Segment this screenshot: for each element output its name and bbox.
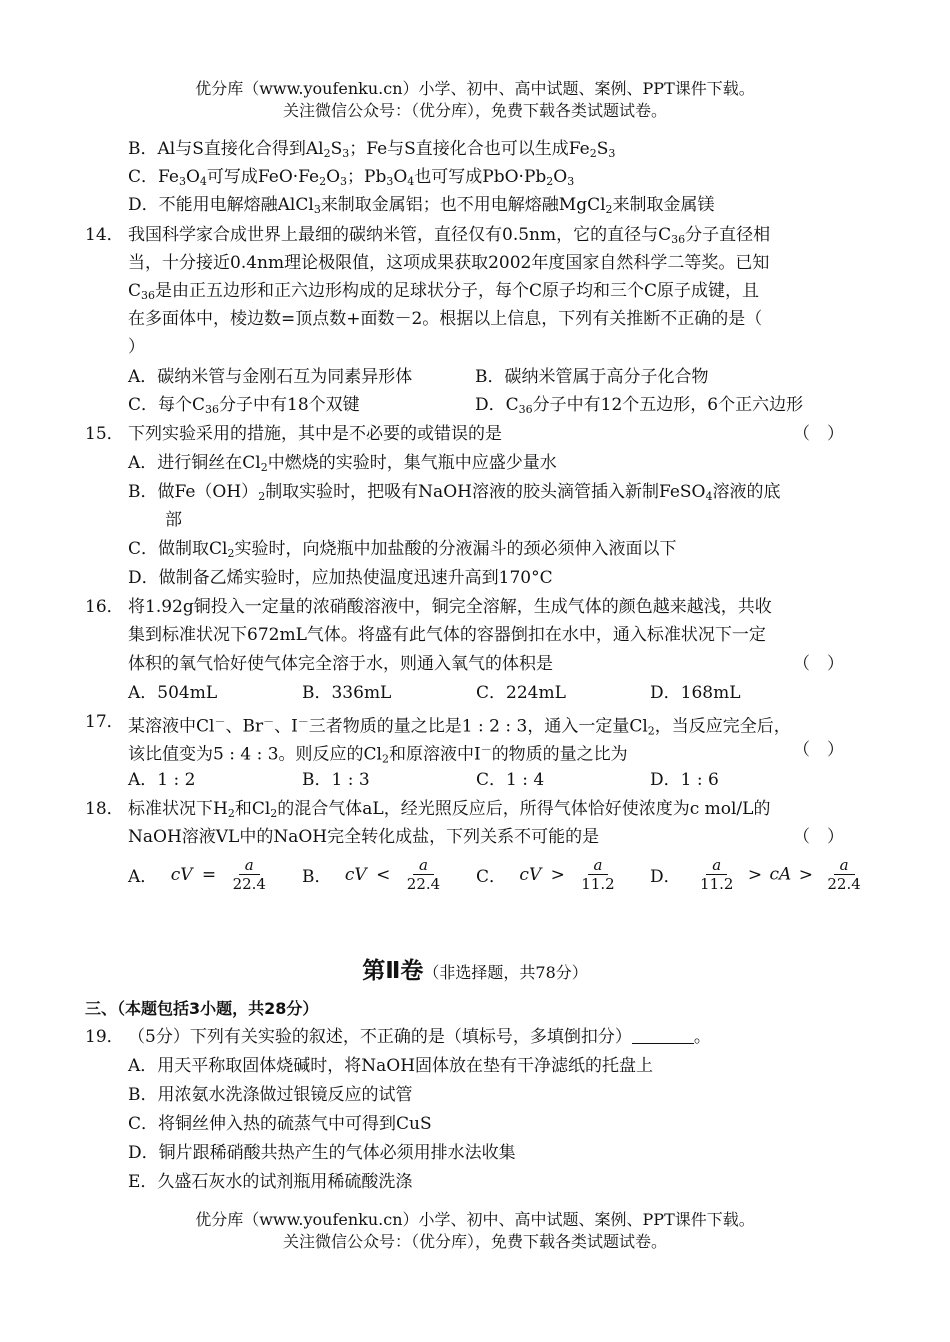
q16-number: 16．: [85, 597, 124, 617]
q16-option-b: B．336mL: [302, 683, 392, 703]
q16-stem-line-3: 体积的氧气恰好使气体完全溶于水，则通入氧气的体积是: [128, 654, 553, 674]
q17-number: 17．: [85, 712, 124, 732]
q16-stem-line-1: 将1.92g铜投入一定量的浓硝酸溶液中，铜完全溶解，生成气体的颜色越来越浅，共收: [128, 597, 772, 617]
q19-stem: （5分）下列有关实验的叙述，不正确的是（填标号，多填倒扣分） 。: [128, 1027, 711, 1047]
header-line-1: 优分库（www.youfenku.cn）小学、初中、高中试题、案例、PPT课件下载。: [195, 79, 755, 98]
q18-stem-line-1: 标准状况下$H_2$和$Cl_2$的混合气体aL，经光照反应后，所得气体恰好使浓度为c mol/L的: [128, 799, 771, 820]
q19-option-d: D．铜片跟稀硝酸共热产生的气体必须用排水法收集: [128, 1143, 516, 1163]
q18-option-a: A． cV = $\frac{a}{22.4}$: [128, 856, 266, 893]
q19-option-c: C．将铜丝伸入热的硫蒸气中可得到CuS: [128, 1114, 432, 1134]
q15-option-b-cont: 部: [165, 510, 182, 530]
q14-option-c: C．每个$C_{36}$分子中有18个双键: [128, 395, 360, 416]
q16-answer-paren: （ ）: [793, 654, 844, 674]
q14-stem-line-5: ）: [128, 337, 145, 357]
q18-stem-line-2: NaOH溶液VL中的NaOH完全转化成盐，下列关系不可能的是: [128, 827, 600, 847]
header-line-2: 关注微信公众号：（优分库），免费下载各类试题试卷。: [282, 101, 667, 120]
q18-option-b: B． cV < $\frac{a}{22.4}$: [302, 856, 441, 893]
q16-option-a: A．504mL: [128, 683, 218, 703]
q17-option-c: C．1 : 4: [476, 770, 545, 790]
q14-option-d: D．$C_{36}$分子中有12个五边形，6个正六边形: [475, 395, 804, 416]
q13-option-b: B．Al与S直接化合得到$Al_2S_3$；Fe与S直接化合也可以生成$Fe_2S_3$: [128, 139, 616, 160]
q15-number: 15．: [85, 424, 124, 444]
q14-stem-line-2: 当，十分接近0.4nm理论极限值，这项成果获取2002年度国家自然科学二等奖。已知: [128, 253, 770, 273]
q18-option-c: C． cV > $\frac{a}{11.2}$: [476, 856, 615, 893]
q15-option-b: B．做$Fe(OH)_2$制取实验时，把吸有NaOH溶液的胶头滴管插入新制FeSO$_4$溶液的底: [128, 482, 781, 503]
q17-stem-line-1: 某溶液中Cl－、Br－、I－三者物质的量之比是1 : 2 : 3，通入一定量$Cl_2$，当反应完全后，: [128, 715, 791, 738]
footer-line-2: 关注微信公众号：（优分库），免费下载各类试题试卷。: [282, 1232, 667, 1251]
q17-option-d: D．1 : 6: [650, 770, 719, 790]
answer-blank[interactable]: [632, 1027, 694, 1044]
q14-number: 14．: [85, 225, 124, 245]
q18-number: 18．: [85, 799, 124, 819]
q16-stem-line-2: 集到标准状况下672mL气体。将盛有此气体的容器倒扣在水中，通入标准状况下一定: [128, 625, 766, 645]
q17-answer-paren: （ ）: [793, 740, 844, 760]
q15-option-a: A．进行铜丝在$Cl_2$中燃烧的实验时，集气瓶中应盛少量水: [128, 453, 557, 474]
q16-option-d: D．168mL: [650, 683, 741, 703]
q14-stem-line-4: 在多面体中，棱边数=顶点数+面数－2。根据以上信息，下列有关推断不正确的是（: [128, 309, 763, 329]
q19-number: 19．: [85, 1027, 124, 1047]
q15-stem: 下列实验采用的措施，其中是不必要的或错误的是: [128, 424, 502, 444]
section-3-heading: 三、（本题包括3小题，共28分）: [85, 999, 319, 1018]
q14-stem-line-3: $C_{36}$是由正五边形和正六边形构成的足球状分子，每个C原子均和三个C原子成键，且: [128, 281, 760, 302]
q17-stem-line-2: 该比值变为5 : 4 : 3。则反应的$Cl_2$和原溶液中I－的物质的量之比为: [128, 743, 628, 766]
q16-option-c: C．224mL: [476, 683, 566, 703]
q14-stem-line-1: 我国科学家合成世界上最细的碳纳米管，直径仅有0.5nm，它的直径与$C_{36}$分子直径相: [128, 225, 771, 246]
footer-line-1: 优分库（www.youfenku.cn）小学、初中、高中试题、案例、PPT课件下载。: [195, 1210, 755, 1229]
q15-answer-paren: （ ）: [793, 424, 844, 444]
q13-option-c: C．$Fe_3O_4$可写成$FeO\cdot Fe_2O_3$；$Pb_3O_4$也可写成$PbO\cdot Pb_2O_3$: [128, 167, 575, 188]
q14-option-b: B．碳纳米管属于高分子化合物: [475, 367, 709, 387]
q17-option-a: A．1 : 2: [128, 770, 196, 790]
q18-answer-paren: （ ）: [793, 827, 844, 847]
q18-option-d: D． $\frac{a}{11.2}$ > cA > $\frac{a}{22.4}$: [650, 856, 861, 893]
q19-option-b: B．用浓氨水洗涤做过银镜反应的试管: [128, 1085, 413, 1105]
q19-option-e: E．久盛石灰水的试剂瓶用稀硫酸洗涤: [128, 1172, 413, 1192]
q15-option-d: D．做制备乙烯实验时，应加热使温度迅速升高到170°C: [128, 568, 553, 588]
q17-option-b: B．1 : 3: [302, 770, 370, 790]
part-2-title: 第Ⅱ卷（非选择题，共78分）: [362, 958, 588, 984]
q13-option-d: D．不能用电解熔融AlCl$_3$来制取金属铝；也不用电解熔融MgCl$_2$来制取金属镁: [128, 195, 715, 216]
q14-option-a: A．碳纳米管与金刚石互为同素异形体: [128, 367, 413, 387]
q15-option-c: C．做制取$Cl_2$实验时，向烧瓶中加盐酸的分液漏斗的颈必须伸入液面以下: [128, 539, 677, 560]
q19-option-a: A．用天平称取固体烧碱时，将NaOH固体放在垫有干净滤纸的托盘上: [128, 1056, 654, 1076]
